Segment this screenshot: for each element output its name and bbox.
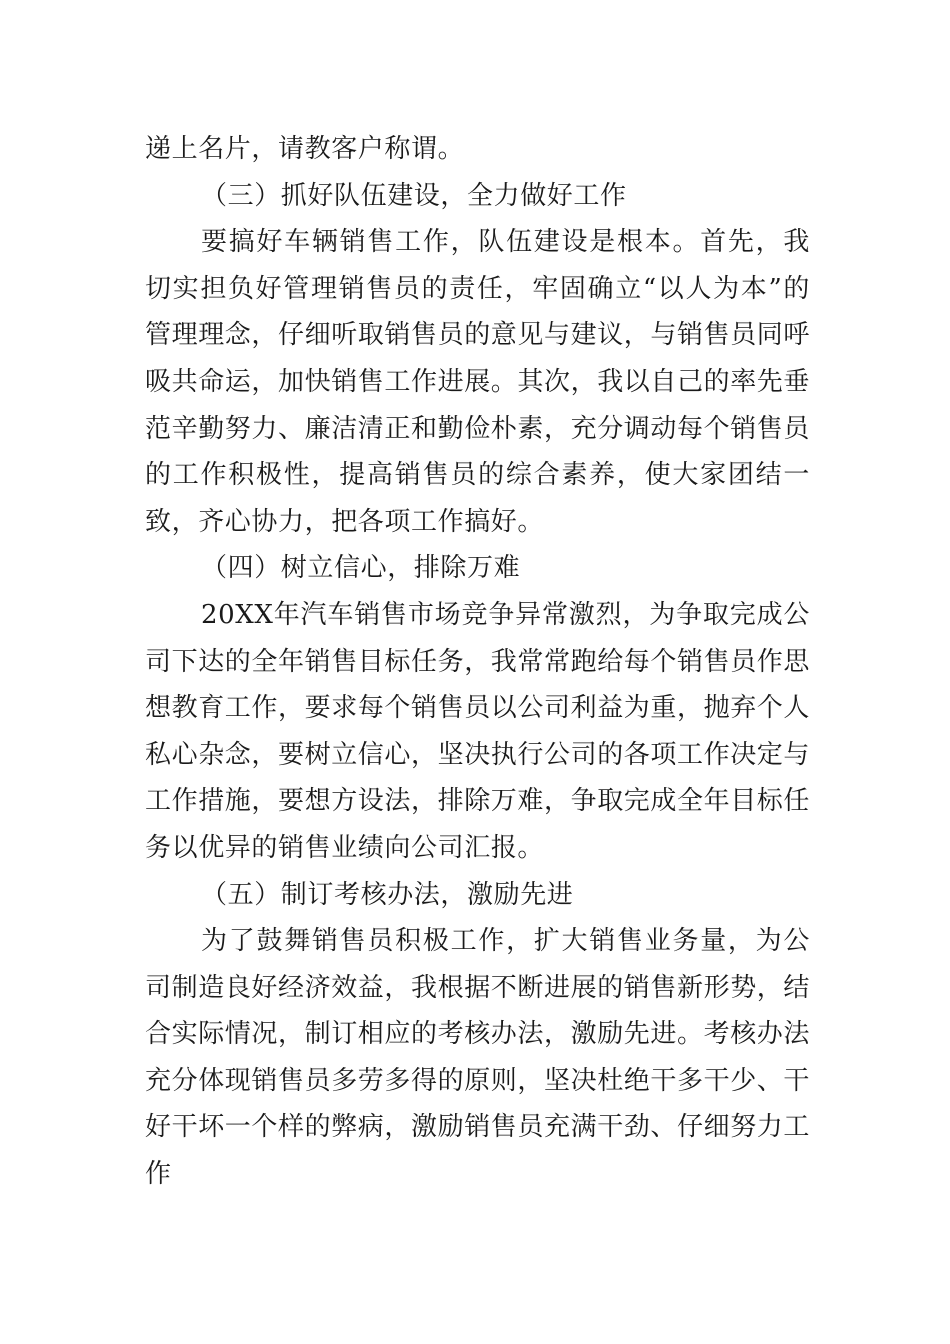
section-heading-4: （四）树立信心，排除万难: [201, 553, 521, 584]
document-body: [145, 126, 810, 1198]
paragraph-team-building: 要搞好车辆销售工作，队伍建设是根本。首先，我切实担负好管理销售员的责任，牢固确立“以人为本”的管理理念，仔细听取销售员的意见与建议，与销售员同呼吸共命运，加快销售工作进展。其次，我以自己的率先垂范辛勤努力、廉洁清正和勤俭朴素，充分调动每个销售员的工作积极性，提高销售员的综合素养，使大家团结一致，齐心协力，把各项工作搞好。: [145, 227, 811, 537]
paragraph-confidence: 20XX年汽车销售市场竞争异常激烈，为争取完成公司下达的全年销售目标任务，我常常跑给每个销售员作思想教育工作，要求每个销售员以公司利益为重，抛弃个人私心杂念，要树立信心，坚决执行公司的各项工作决定与工作措施，要想方设法，排除万难，争取完成全年目标任务以优异的销售业绩向公司汇报。: [145, 599, 811, 863]
section-heading-3: （三）抓好队伍建设，全力做好工作: [201, 180, 627, 211]
paragraph-continuation: 递上名片，请教客户称谓。: [145, 134, 465, 164]
section-heading-5: （五）制订考核办法，激励先进: [201, 879, 574, 910]
paragraph-assessment: 为了鼓舞销售员积极工作，扩大销售业务量，为公司制造良好经济效益，我根据不断进展的销售新形势，结合实际情况，制订相应的考核办法，激励先进。考核办法充分体现销售员多劳多得的原则，坚决杜绝干多干少、干好干坏一个样的弊病，激励销售员充满干劲、仔细努力工作: [145, 926, 811, 1190]
